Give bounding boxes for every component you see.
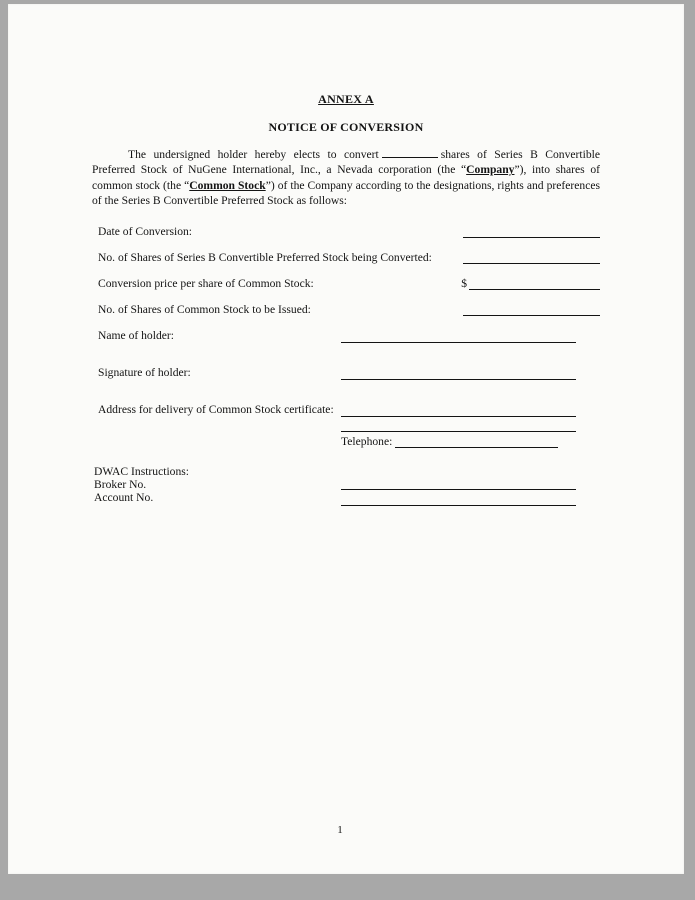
signature-blank-line <box>341 367 576 380</box>
signature-label: Signature of holder: <box>98 365 191 379</box>
signature-row <box>92 366 600 381</box>
intro-text-2: shares of Series B Convertible Preferred Stock of NuGene International, Inc., a Nevada corporation (the “ <box>92 148 600 177</box>
shares-converted-label: No. of Shares of Series B Convertible Preferred Stock being Converted: <box>98 250 432 264</box>
dwac-instructions-label: DWAC Instructions: <box>94 464 189 478</box>
annex-heading: ANNEX A <box>318 92 374 106</box>
conversion-price-blank-line <box>469 277 600 290</box>
conversion-price-label: Conversion price per share of Common Stock: <box>98 276 314 290</box>
address-blank-line-2 <box>341 419 576 432</box>
telephone-row <box>341 435 576 448</box>
address-row <box>92 403 600 432</box>
intro-text-1: The undersigned holder hereby elects to convert <box>128 148 379 161</box>
account-no-blank-line <box>341 505 576 506</box>
intro-text-3: ”), into shares of common stock (the “ <box>92 163 600 192</box>
shares-issued-label: No. of Shares of Common Stock to be Issued: <box>98 302 311 316</box>
address-blank-line-1 <box>341 404 576 417</box>
document-page <box>8 4 684 874</box>
telephone-blank-line <box>395 435 558 448</box>
broker-no-label: Broker No. <box>94 477 147 491</box>
conversion-form <box>92 225 600 507</box>
dwac-instructions-block <box>92 465 600 507</box>
date-of-conversion-row <box>92 225 600 238</box>
address-label: Address for delivery of Common Stock certificate: <box>98 402 334 416</box>
broker-no-blank-line <box>341 489 576 490</box>
conversion-price-row <box>92 277 600 290</box>
document-title: NOTICE OF CONVERSION <box>268 120 424 134</box>
telephone-label: Telephone: <box>341 434 393 448</box>
shares-issued-row <box>92 303 600 316</box>
defined-term-common-stock: Common Stock <box>189 178 266 192</box>
name-of-holder-row <box>92 329 600 344</box>
name-of-holder-label: Name of holder: <box>98 328 174 342</box>
page-number: 1 <box>337 824 343 836</box>
date-of-conversion-label: Date of Conversion: <box>98 224 193 238</box>
shares-amount-blank-line <box>382 147 438 158</box>
document-content <box>8 4 684 507</box>
dollar-sign: $ <box>461 276 467 290</box>
account-no-label: Account No. <box>94 490 154 504</box>
conversion-price-entry <box>461 277 600 290</box>
date-of-conversion-blank-line <box>463 225 600 238</box>
intro-paragraph <box>92 147 600 209</box>
name-of-holder-blank-line <box>341 330 576 343</box>
shares-converted-blank-line <box>463 251 600 264</box>
shares-issued-blank-line <box>463 303 600 316</box>
shares-converted-row <box>92 251 600 264</box>
intro-text-4: ”) of the Company according to the designations, rights and preferences of the Series B Convertible Preferred Stock as follows: <box>92 178 600 208</box>
defined-term-company: Company <box>466 163 515 177</box>
